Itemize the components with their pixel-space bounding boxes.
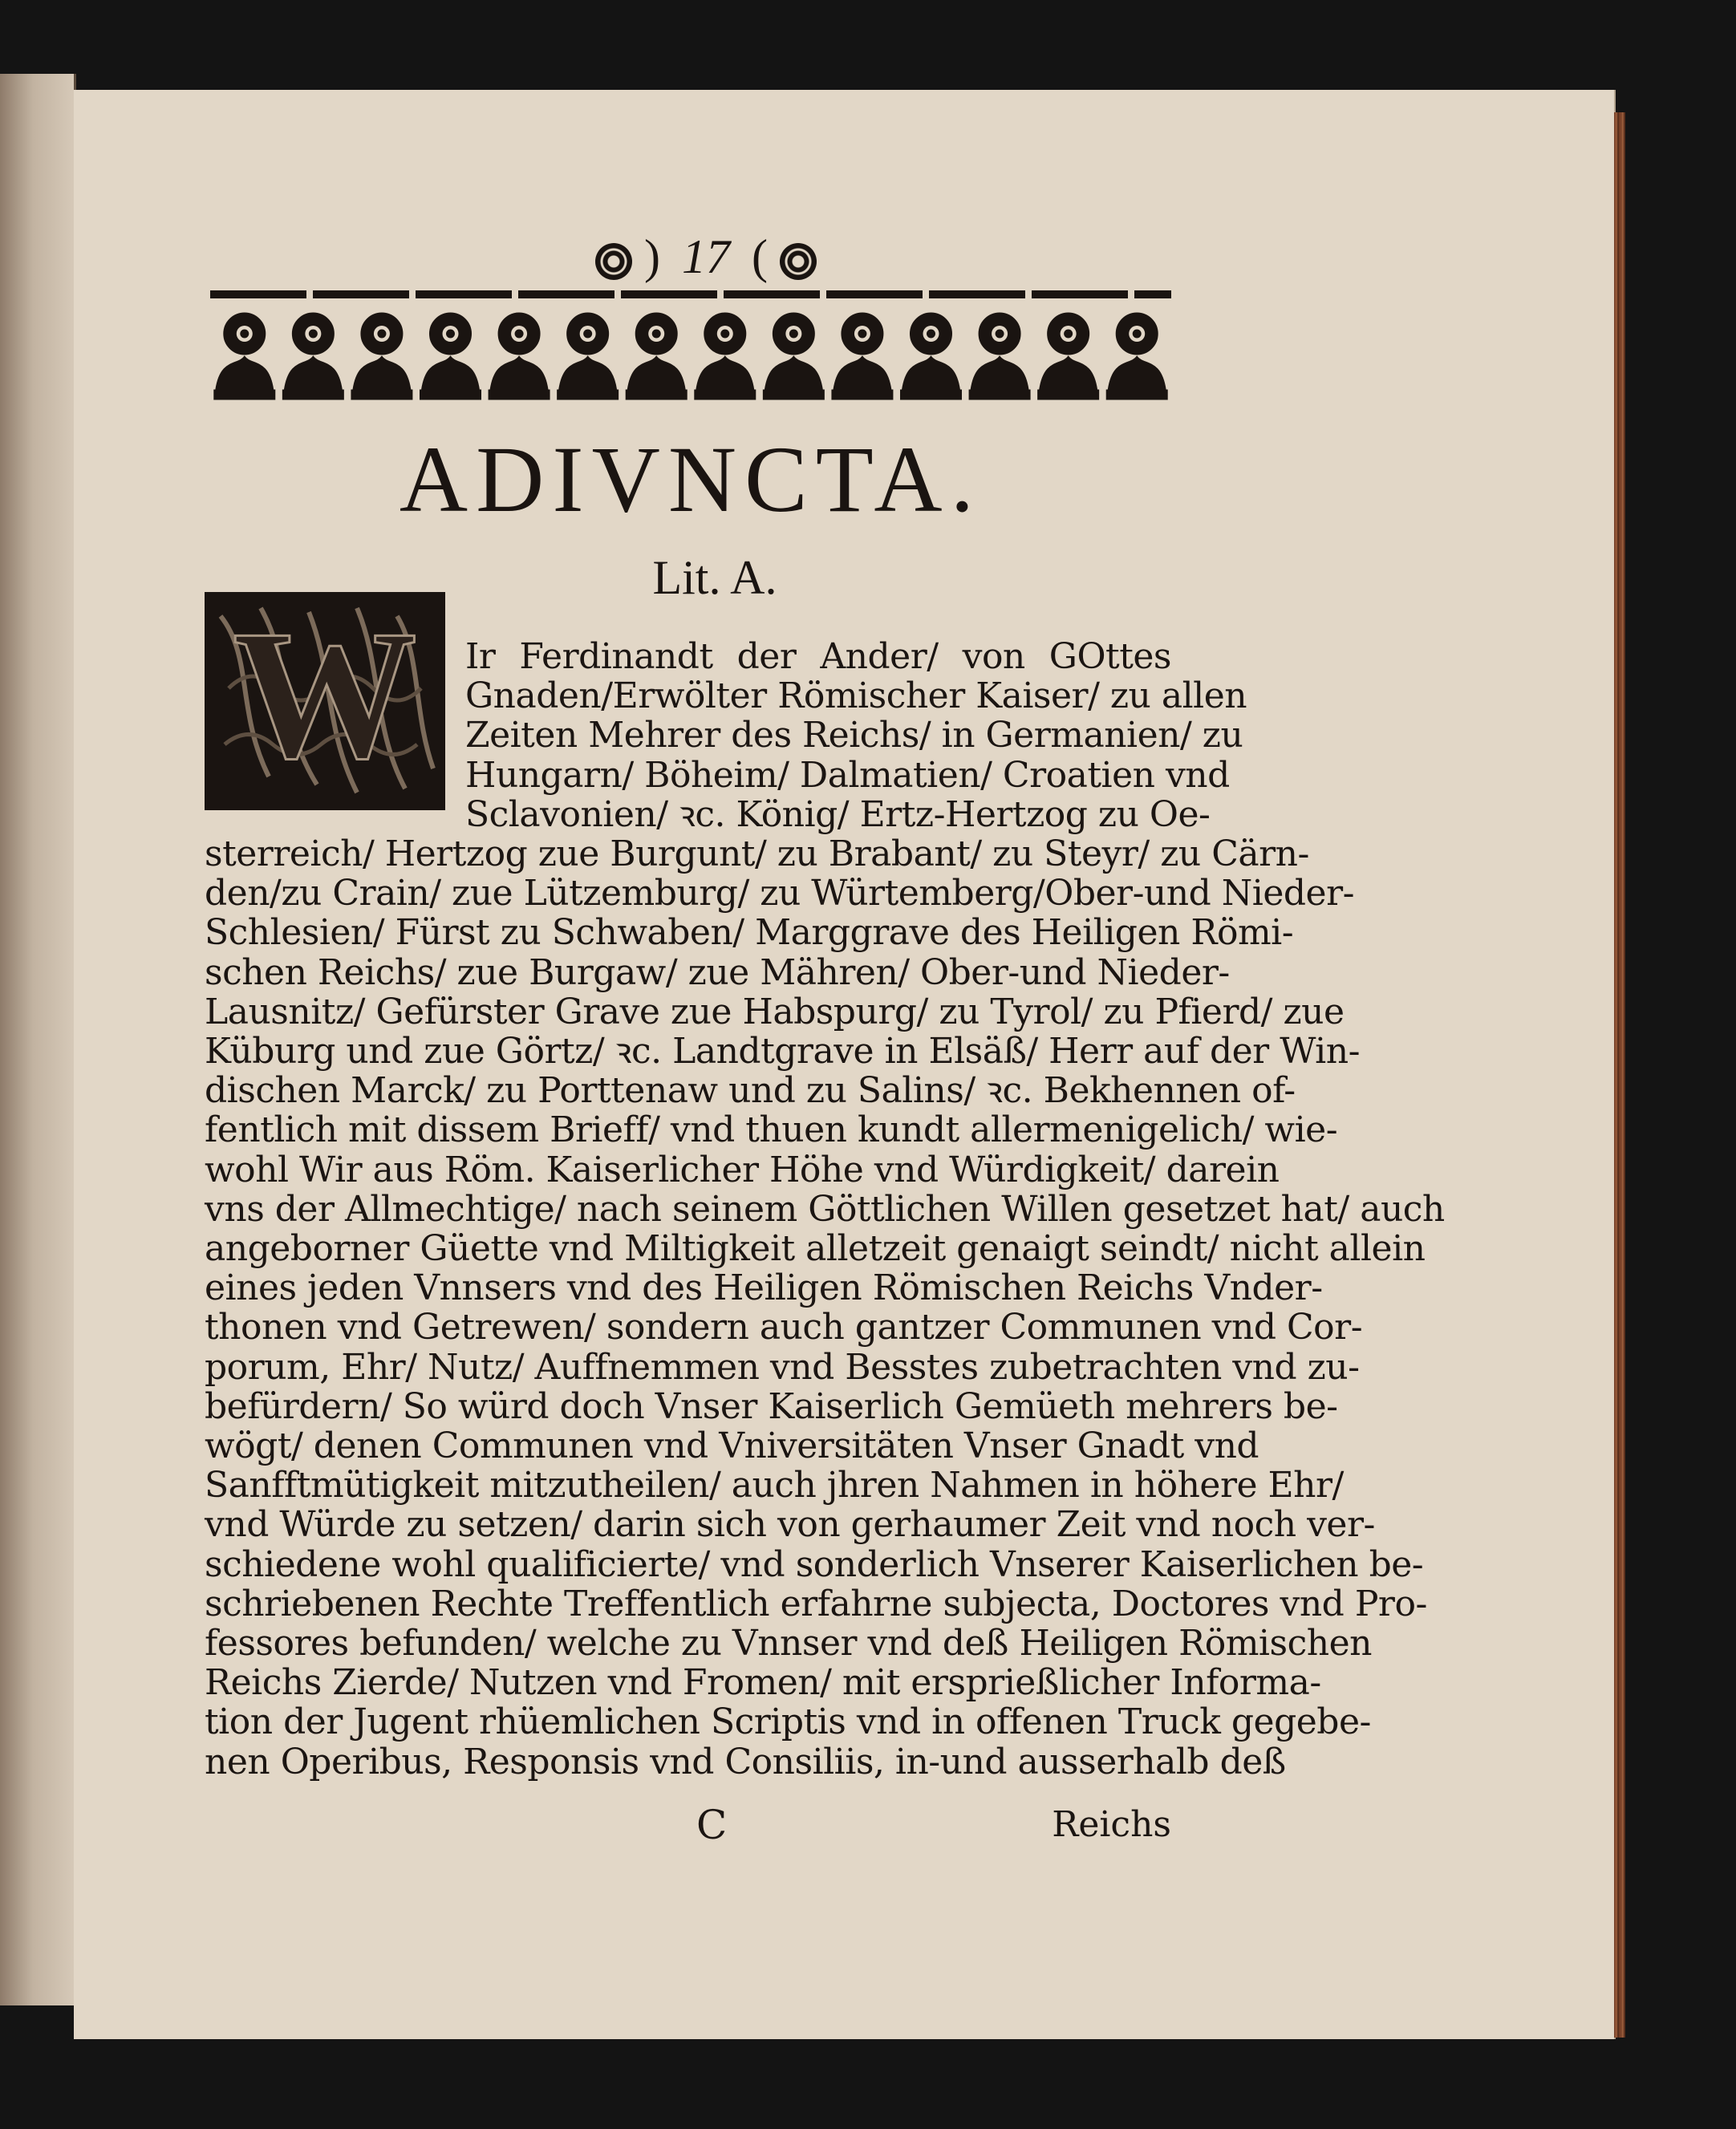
ornament-flower <box>214 313 275 399</box>
text-line: wohl Wir aus Röm. Kaiserlicher Höhe vnd Würdigkeit/ darein <box>205 1150 1280 1190</box>
text-line: thonen vnd Getrewen/ sondern auch gantzer Communen vnd Cor- <box>205 1307 1363 1348</box>
text-line: schiedene wohl qualificierte/ vnd sonderlich Vnserer Kaiserlichen be- <box>205 1544 1424 1585</box>
text-line: Schlesien/ Fürst zu Schwaben/ Marggrave des Heiligen Römi- <box>205 912 1294 953</box>
initial-w-woodcut-icon <box>205 592 445 810</box>
text-line: tion der Jugent rhüemlichen Scriptis vnd in offenen Truck gegebe- <box>205 1701 1371 1742</box>
ornament-flower <box>626 313 687 399</box>
text-line: eines jeden Vnnsers vnd des Heiligen Römischen Reichs Vnder- <box>205 1267 1323 1308</box>
rosette-left-icon <box>595 243 632 280</box>
decorated-initial <box>205 592 445 810</box>
text-line: Sanfftmütigkeit mitzutheilen/ auch jhren Nahmen in höhere Ehr/ <box>205 1465 1344 1506</box>
text-line: Ir Ferdinandt der Ander/ von GOttes <box>465 636 1171 677</box>
bracket-right: ( <box>752 230 768 283</box>
ornament-flower <box>832 313 893 399</box>
ornament-flower <box>351 313 412 399</box>
ornament-flower <box>420 313 481 399</box>
text-line: Gnaden/Erwölter Römischer Kaiser/ zu allen <box>465 675 1247 716</box>
ornament-flower <box>763 313 824 399</box>
text-line: Lausnitz/ Gefürster Grave zue Habspurg/ zu Tyrol/ zu Pfierd/ zue <box>205 992 1345 1032</box>
text-line: befürdern/ So würd doch Vnser Kaiserlich Gemüeth mehrers be- <box>205 1386 1338 1427</box>
ornament-flower <box>695 313 756 399</box>
text-line: Reichs Zierde/ Nutzen vnd Fromen/ mit ersprießlicher Informa- <box>205 1662 1321 1703</box>
text-line: dischen Marck/ zu Porttenaw und zu Salins/ ꝛc. Bekhennen of- <box>205 1070 1296 1111</box>
catchword: Reichs <box>1052 1804 1171 1845</box>
text-line: fentlich mit dissem Brieff/ vnd thuen kundt allermenigelich/ wie- <box>205 1109 1338 1150</box>
text-line: porum, Ehr/ Nutz/ Auffnemmen vnd Besstes zubetrachten vnd zu- <box>205 1347 1360 1388</box>
text-line: sterreich/ Hertzog zue Burgunt/ zu Brabant/ zu Steyr/ zu Cärn- <box>205 833 1309 874</box>
text-line: Zeiten Mehrer des Reichs/ in Germanien/ zu <box>465 715 1243 756</box>
facing-page-edge <box>0 74 76 2005</box>
rosette-right-icon <box>780 243 817 280</box>
text-line: Hungarn/ Böheim/ Dalmatien/ Croatien vnd <box>465 755 1230 796</box>
section-title: ADIVNCTA. <box>399 427 983 532</box>
text-line: Sclavonien/ ꝛc. König/ Ertz-Hertzog zu Oe- <box>465 794 1211 835</box>
text-line: fessores befunden/ welche zu Vnnser vnd deß Heiligen Römischen <box>205 1623 1372 1664</box>
text-line: schriebenen Rechte Treffentlich erfahrne subjecta, Doctores vnd Pro- <box>205 1584 1427 1624</box>
ornament-flower <box>489 313 550 399</box>
text-line: angeborner Güette vnd Miltigkeit alletzeit genaigt seindt/ nicht allein <box>205 1228 1426 1269</box>
text-line: vns der Allmechtige/ nach seinem Göttlichen Willen gesetzet hat/ auch <box>205 1189 1445 1230</box>
text-line: Küburg und zue Görtz/ ꝛc. Landtgrave in Elsäß/ Herr auf der Win- <box>205 1031 1360 1072</box>
floral-ornament-band <box>210 310 1171 404</box>
section-subtitle: Lit. A. <box>652 551 777 604</box>
signature-mark: C <box>696 1802 728 1848</box>
text-line: schen Reichs/ zue Burgaw/ zue Mähren/ Ober-und Nieder- <box>205 952 1230 993</box>
text-line: wögt/ denen Communen vnd Vniversitäten Vnser Gnadt vnd <box>205 1425 1259 1466</box>
svg-text:W: W <box>233 592 417 797</box>
header-rule <box>210 290 1171 298</box>
ornament-flower <box>1038 313 1099 399</box>
text-line: nen Operibus, Responsis vnd Consiliis, in-und ausserhalb deß <box>205 1742 1286 1782</box>
text-line: den/zu Crain/ zue Lützemburg/ zu Würtemberg/Ober-und Nieder- <box>205 873 1354 914</box>
bracket-left: ) <box>644 230 660 283</box>
page-block-edge <box>1614 112 1625 2038</box>
ornament-flower <box>558 313 619 399</box>
text-line: vnd Würde zu setzen/ darin sich von gerhaumer Zeit vnd noch ver- <box>205 1504 1375 1545</box>
ornament-flower <box>901 313 962 399</box>
ornament-flower <box>282 313 343 399</box>
ornament-flower <box>969 313 1030 399</box>
page-header <box>562 225 850 289</box>
ornament-flower <box>1106 313 1167 399</box>
page-number: 17 <box>682 230 730 283</box>
